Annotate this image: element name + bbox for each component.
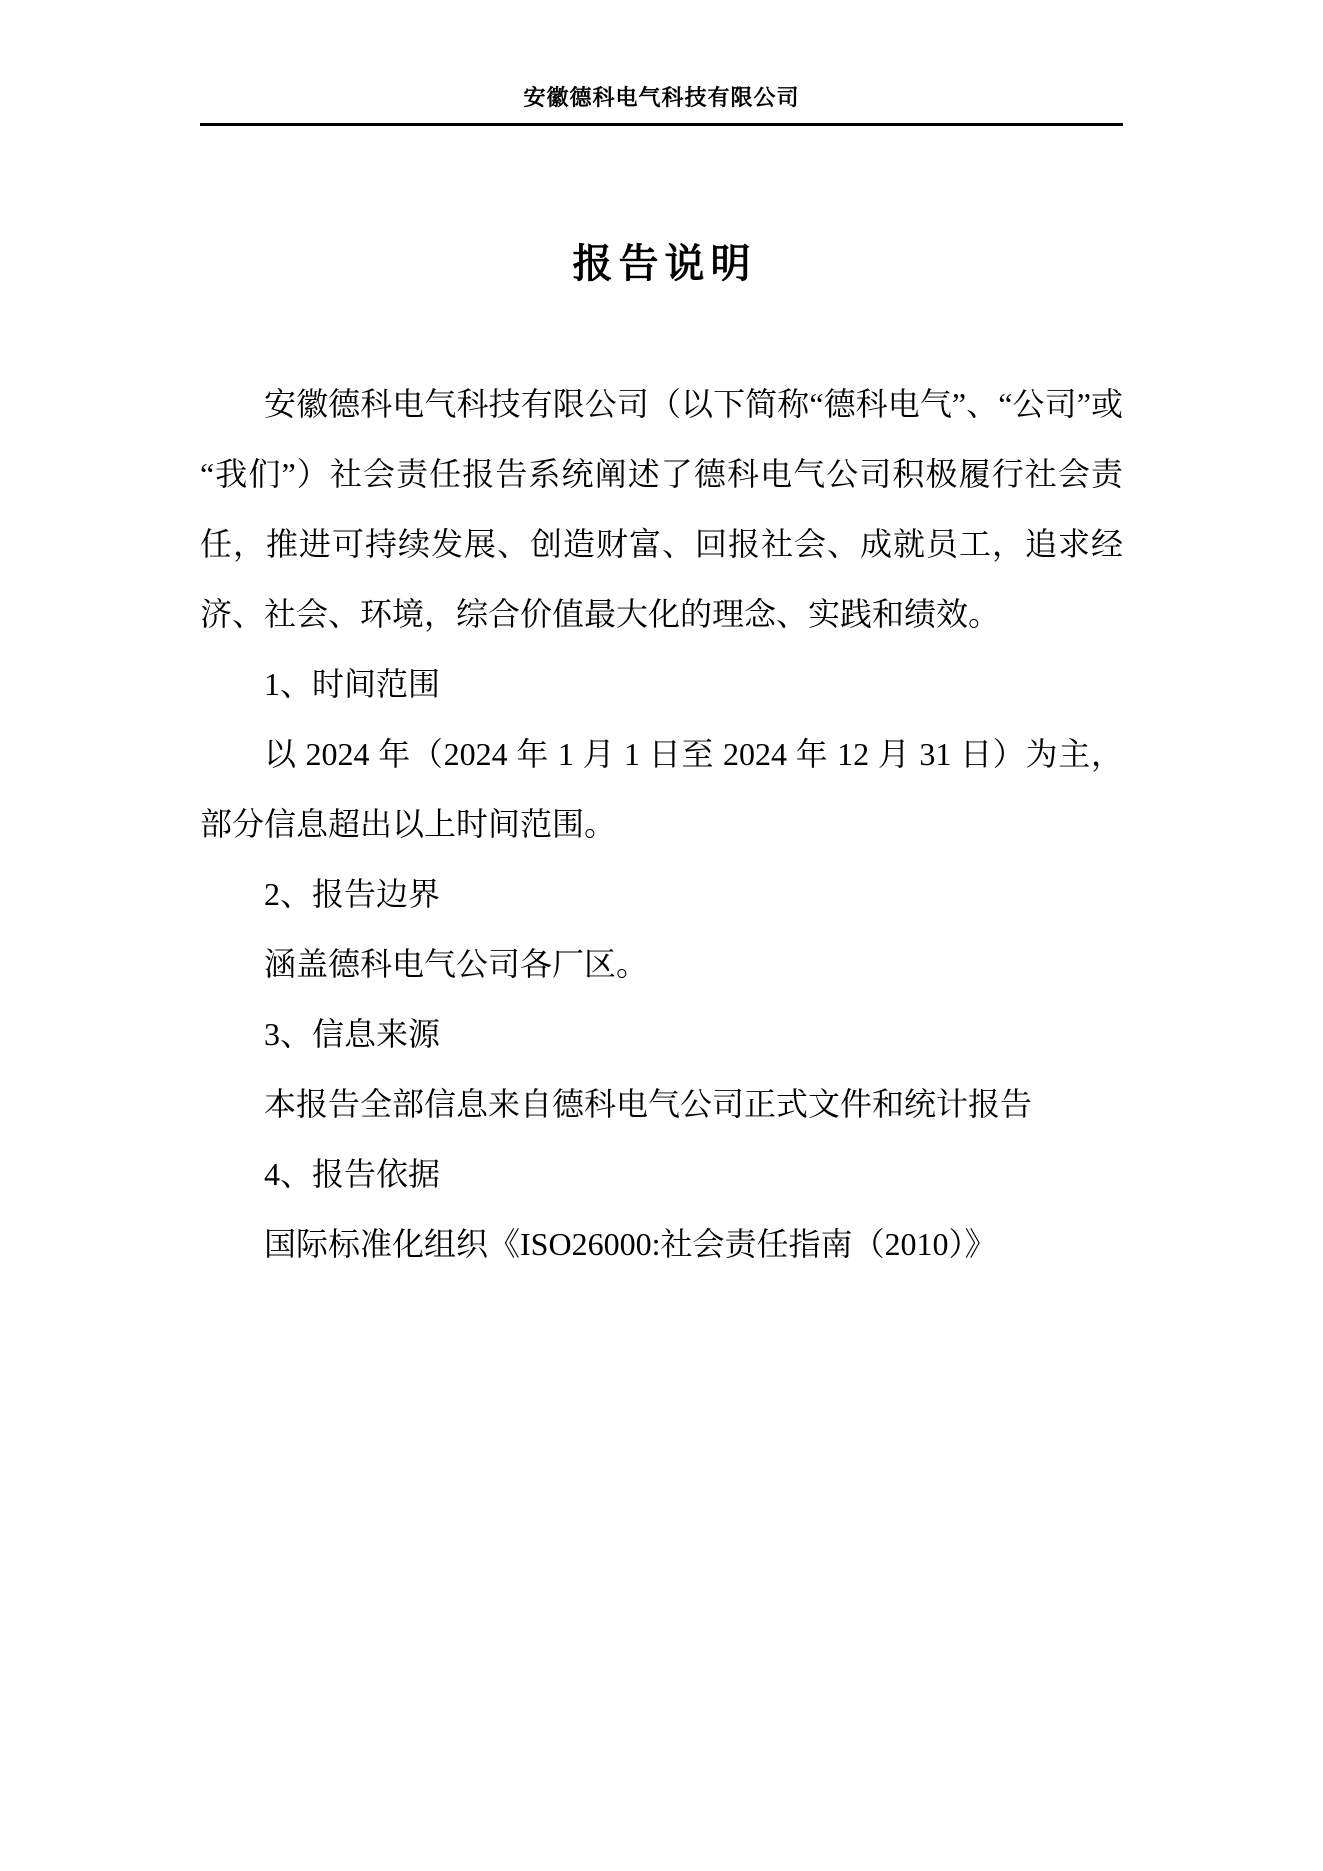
header-company-name: 安徽德科电气科技有限公司 — [523, 85, 800, 110]
page-title: 报告说明 — [572, 241, 757, 286]
report-body — [200, 369, 1123, 1279]
body-paragraph-item3-content: 本报告全部信息来自德科电气公司正式文件和统计报告 — [264, 1086, 1033, 1122]
body-paragraph-intro: 安徽德科电气科技有限公司（以下简称“德科电气”、“公司”或“我们”）社会责任报告系统阐述了德科电气公司积极履行社会责任，推进可持续发展、创造财富、回报社会、成就员工，追求经济、社会、环境，综合价值最大化的理念、实践和绩效。 — [200, 386, 1123, 632]
body-paragraph-item4-heading: 4、报告依据 — [264, 1156, 441, 1192]
body-paragraph-item2-heading: 2、报告边界 — [264, 876, 441, 912]
header-rule — [200, 123, 1123, 126]
body-paragraph-item1-heading: 1、时间范围 — [264, 666, 441, 702]
body-paragraph-item3-heading: 3、信息来源 — [264, 1016, 441, 1052]
page-header — [200, 0, 1123, 126]
body-paragraph-item2-content: 涵盖德科电气公司各厂区。 — [264, 946, 649, 982]
body-paragraph-item4-content: 国际标准化组织《ISO26000:社会责任指南（2010）》 — [264, 1226, 997, 1262]
body-paragraph-item1-content: 以 2024 年（2024 年 1 月 1 日至 2024 年 12 月 31 日）为主，部分信息超出以上时间范围。 — [200, 736, 1123, 842]
